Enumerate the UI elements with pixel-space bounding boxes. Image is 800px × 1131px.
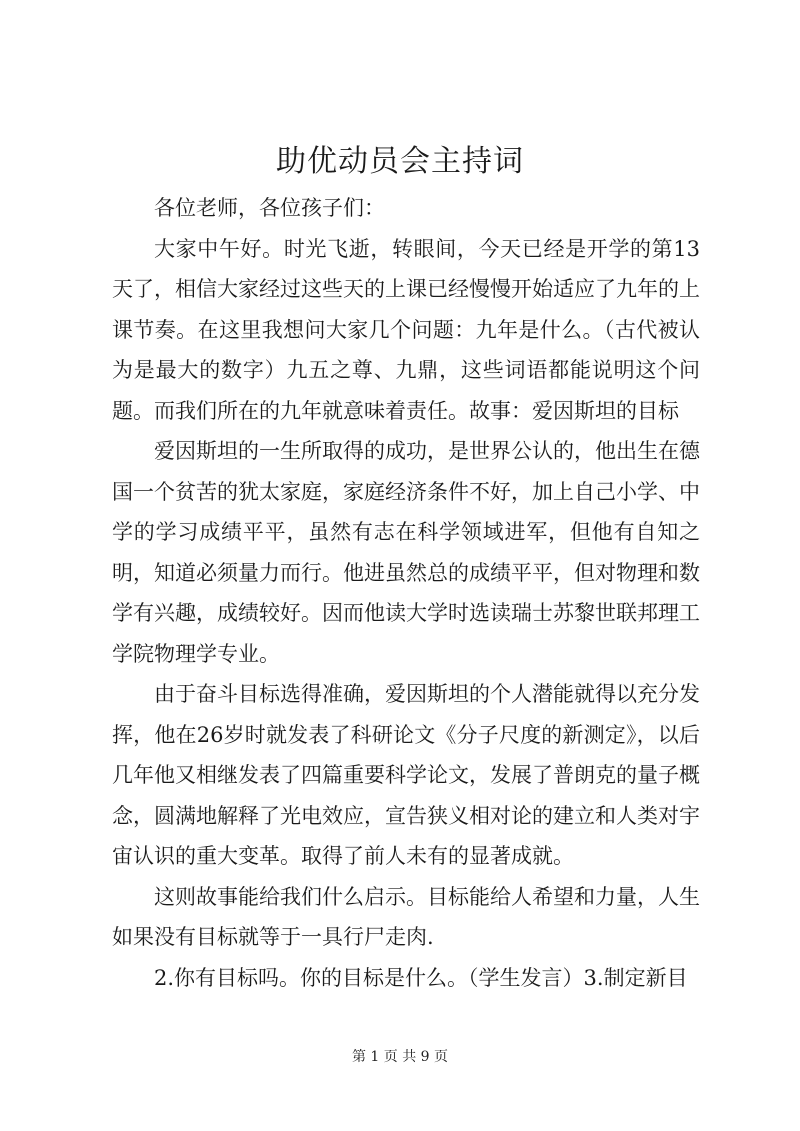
page-title: 助优动员会主持词 [276,144,524,179]
paragraph-einstein-achievements: 由于奋斗目标选得准确，爱因斯坦的个人潜能就得以充分发挥，他在26岁时就发表了科研论文《分子尺度的新测定》，以后几年他又相继发表了四篇重要科学论文，发展了普朗克的量子概念，圆满地解释了光电效应，宣告狭义相对论的建立和人类对宇宙认识的重大变革。取得了前人未有的显著成就。 [112,682,700,868]
page-footer: 第 1 页 共 9 页 [351,1049,449,1065]
paragraph-einstein-life: 爱因斯坦的一生所取得的成功，是世界公认的，他出生在德国一个贫苦的犹太家庭，家庭经济条件不好，加上自己小学、中学的学习成绩平平，虽然有志在科学领域进军，但他有自知之明，知道必须量力而行。他进虽然总的成绩平平，但对物理和数学有兴趣，成绩较好。因而他读大学时选读瑞士苏黎世联邦理工学院物理学专业。 [112,439,700,666]
paragraph-goals: 2.你有目标吗。你的目标是什么。（学生发言）3.制定新目 [154,965,688,990]
paragraph-greeting: 各位老师，各位孩子们： [154,196,385,220]
document-body [112,188,700,998]
paragraph-intro: 大家中午好。时光飞逝，转眼间，今天已经是开学的第13天了，相信大家经过这些天的上课已经慢慢开始适应了九年的上课节奏。在这里我想问大家几个问题：九年是什么。（古代被认为是最大的数字）九五之尊、九鼎，这些词语都能说明这个问题。而我们所在的九年就意味着责任。故事：爱因斯坦的目标 [112,236,700,423]
paragraph-lesson: 这则故事能给我们什么启示。目标能给人希望和力量，人生如果没有目标就等于一具行尸走肉. [112,884,700,949]
